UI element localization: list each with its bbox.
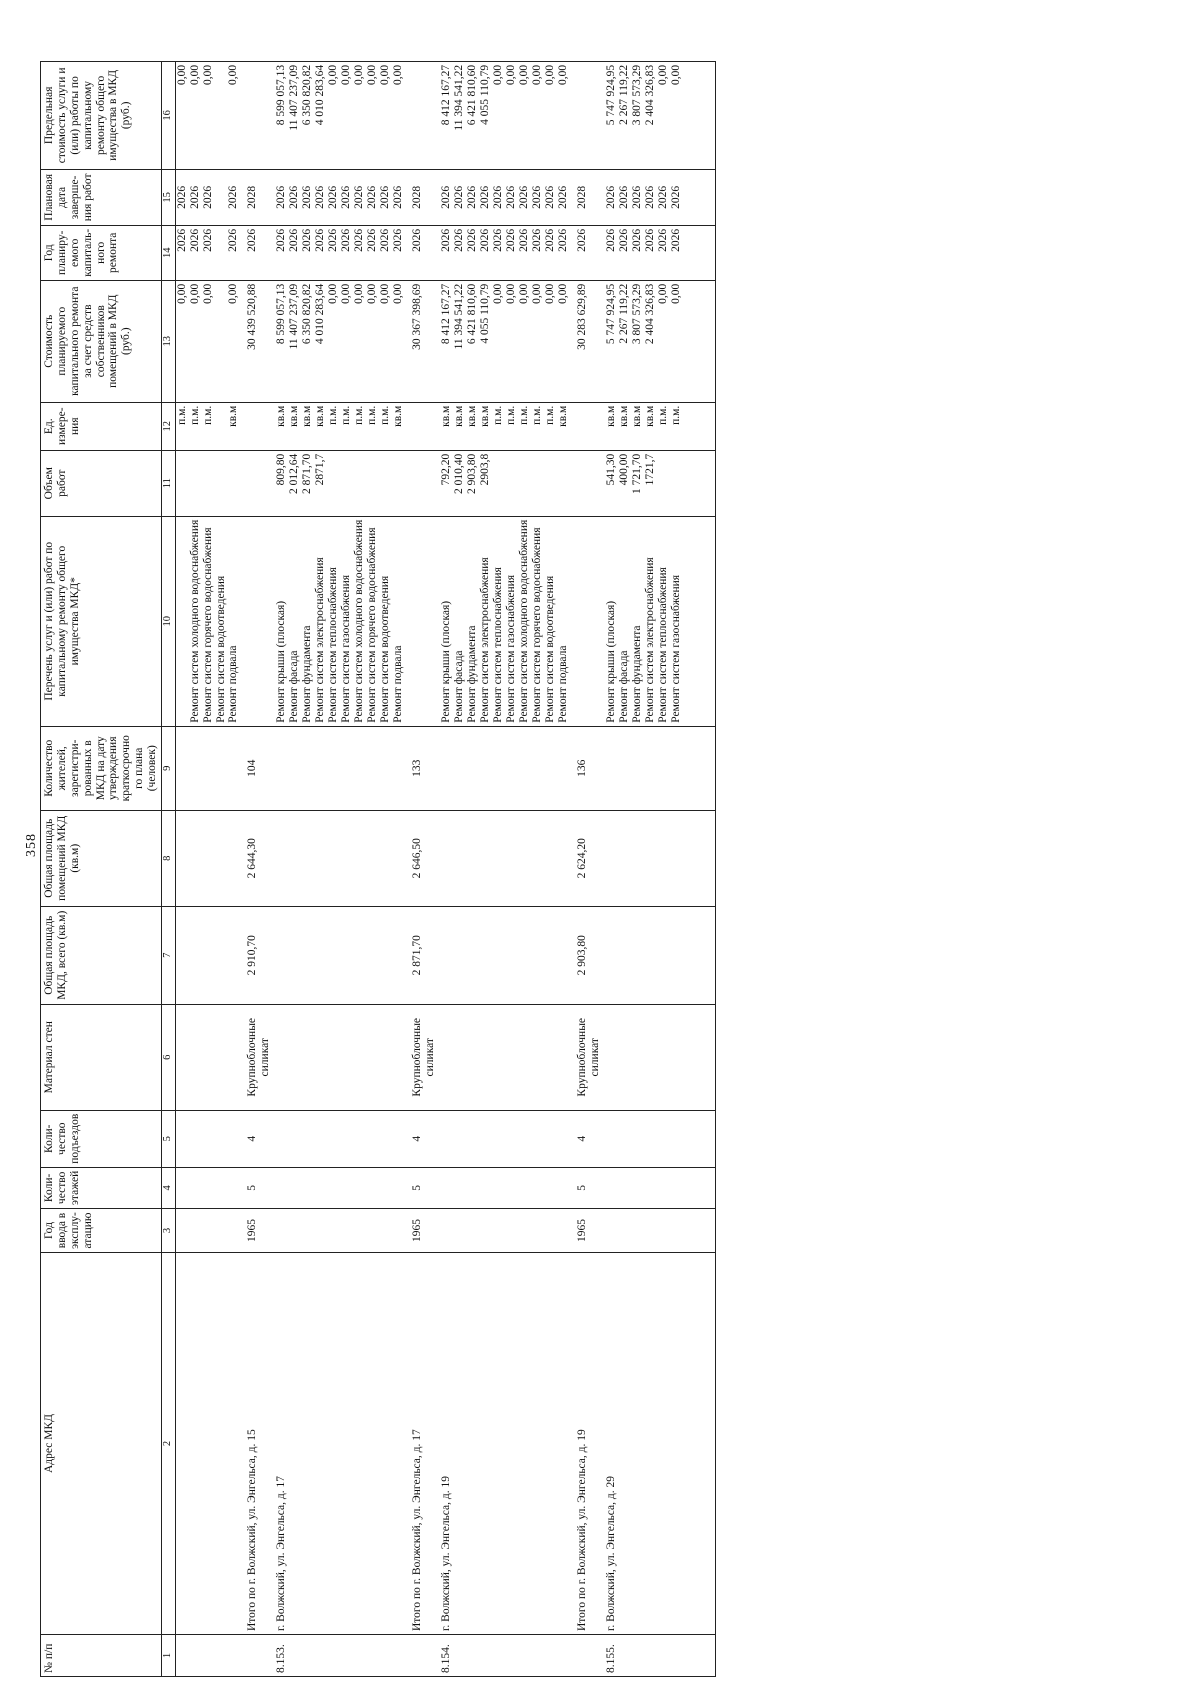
limit-cost: 0,00: [517, 64, 530, 85]
end-date: 2026: [478, 185, 491, 209]
limit-cost: 0,00: [353, 64, 365, 85]
unit: кв.м: [465, 405, 478, 427]
repair-year: 2026: [405, 225, 437, 280]
unit: кв.м: [227, 402, 240, 450]
limit-cost: 8 412 167,27: [439, 64, 452, 126]
work-name: Ремонт фундамента: [465, 625, 478, 723]
end-date: 2026: [604, 185, 617, 209]
repair-year: 2026: [353, 228, 365, 252]
end-date: 2026: [556, 185, 569, 209]
cost: 3 807 573,29: [630, 283, 643, 345]
repair-year: 2026: [379, 228, 391, 252]
work-volume: 2 871,70: [301, 453, 313, 494]
work-row: [215, 61, 228, 1676]
work-volume: 2 903,80: [465, 453, 478, 494]
cost: 4 055 110,79: [478, 283, 491, 344]
area-rooms: 2 624,20: [570, 810, 602, 906]
work-name: Ремонт крыши (плоская): [604, 600, 617, 723]
residents: 133: [405, 726, 437, 810]
unit: п.м.: [327, 405, 339, 425]
repair-year: 2026: [392, 228, 404, 252]
limit-cost: 0,00: [556, 64, 569, 85]
limit-cost: 0,00: [366, 64, 378, 85]
cost: 6 421 810,60: [465, 283, 478, 345]
column-number: 3: [161, 1209, 175, 1253]
work-name: Ремонт систем электроснабжения: [314, 557, 326, 723]
column-number: 10: [161, 516, 175, 726]
unit: кв.м: [314, 405, 326, 427]
column-number: 7: [161, 906, 175, 1004]
unit: кв.м: [630, 405, 643, 427]
limit-cost: 6 421 810,60: [465, 64, 478, 126]
end-date: 2026: [669, 185, 682, 209]
cost: 8 412 167,27: [439, 283, 452, 345]
repair-year: 2026: [604, 228, 617, 252]
cost: 0,00: [353, 283, 365, 304]
residents: 136: [570, 726, 602, 810]
total-label: Итого по г. Волжский, ул. Энгельса, д. 17: [405, 1253, 437, 1635]
total-label: Итого по г. Волжский, ул. Энгельса, д. 15: [240, 1253, 272, 1635]
repair-year: 2026: [669, 228, 682, 252]
limit-cost: 0,00: [656, 64, 669, 85]
work-row: [227, 61, 240, 1676]
end-date: 2026: [327, 185, 339, 209]
header-cell: Общая площадь помещений МКД (кв.м): [41, 810, 162, 906]
residents: 104: [240, 726, 272, 810]
column-number: 6: [161, 1004, 175, 1110]
work-volume: 400,00: [617, 453, 630, 486]
repair-year: 2026: [288, 228, 300, 252]
cost: 0,00: [530, 283, 543, 304]
limit-cost: 0,00: [543, 64, 556, 85]
end-date: 2028: [570, 169, 602, 225]
work-name: Ремонт систем холодного водоснабжения: [189, 516, 202, 726]
repair-year: 2026: [202, 225, 215, 280]
limit-cost: 0,00: [379, 64, 391, 85]
limit-cost: 8 599 057,13: [275, 64, 287, 126]
limit-cost: 0,00: [530, 64, 543, 85]
header-cell: Материал стен: [41, 1004, 162, 1110]
cost: 0,00: [504, 283, 517, 304]
end-date: 2026: [656, 185, 669, 209]
column-number: 8: [161, 810, 175, 906]
work-name: Ремонт систем горячего водоснабжения: [202, 516, 215, 726]
end-date: 2026: [340, 185, 352, 209]
total-row: [405, 61, 437, 1676]
header-cell: Предельная стоимость услуги и (или) работы по капитальному ремонту общего имущества в МКД (руб.): [41, 61, 162, 169]
repair-year: 2026: [491, 228, 504, 252]
work-name: Ремонт систем теплоснабжения: [327, 567, 339, 723]
work-name: Ремонт крыши (плоская): [275, 600, 287, 723]
work-name: Ремонт систем водоотведения: [379, 575, 391, 723]
repair-year: 2026: [366, 228, 378, 252]
repair-year: 2026: [175, 225, 188, 280]
repair-year: 2026: [504, 228, 517, 252]
repair-year: 2026: [452, 228, 465, 252]
unit: кв.м: [452, 405, 465, 427]
unit: п.м.: [530, 405, 543, 425]
column-number: 13: [161, 280, 175, 402]
work-row: [175, 61, 188, 1676]
cost: 2 267 119,22: [617, 283, 630, 344]
cost: 11 407 237,09: [288, 283, 300, 350]
work-volume: 2 012,64: [288, 453, 300, 494]
header-cell: Коли-чество подъездов: [41, 1110, 162, 1167]
area-total: 2 871,70: [405, 906, 437, 1004]
header-cell: Общая площадь МКД, всего (кв.м): [41, 906, 162, 1004]
cost: 0,00: [202, 280, 215, 402]
work-volume: 2 010,40: [452, 453, 465, 494]
limit-cost: 0,00: [491, 64, 504, 85]
end-date: 2028: [240, 169, 272, 225]
cost: 0,00: [175, 280, 188, 402]
area-rooms: 2 644,30: [240, 810, 272, 906]
floors: 5: [570, 1167, 602, 1208]
limit-cost: 0,00: [504, 64, 517, 85]
unit: п.м.: [656, 405, 669, 425]
column-number: 9: [161, 726, 175, 810]
work-name: Ремонт подвала: [392, 645, 404, 723]
work-name: [175, 516, 188, 726]
repair-year: 2026: [556, 228, 569, 252]
end-date: 2026: [491, 185, 504, 209]
capital-repair-table: [40, 61, 716, 1677]
cost: 0,00: [379, 283, 391, 304]
cost: 0,00: [556, 283, 569, 304]
repair-year: 2026: [314, 228, 326, 252]
end-date: 2026: [530, 185, 543, 209]
work-name: Ремонт систем горячего водоснабжения: [530, 527, 543, 723]
unit: п.м.: [504, 405, 517, 425]
column-number: 1: [161, 1635, 175, 1677]
end-date: 2026: [630, 185, 643, 209]
column-number: 12: [161, 402, 175, 450]
column-number: 4: [161, 1167, 175, 1208]
work-volume: 1721,7: [643, 453, 656, 486]
repair-year: 2026: [227, 225, 240, 280]
unit: п.м.: [517, 405, 530, 425]
limit-cost: 11 407 237,09: [288, 64, 300, 131]
unit: кв.м: [392, 405, 404, 427]
work-volume: 541,30: [604, 453, 617, 486]
header-cell: № п/п: [41, 1635, 162, 1677]
work-volume: 1 721,70: [630, 453, 643, 494]
header-row: [41, 61, 162, 1676]
repair-year: 2026: [530, 228, 543, 252]
unit: п.м.: [366, 405, 378, 425]
limit-cost: 0,00: [327, 64, 339, 85]
repair-year: 2026: [570, 225, 602, 280]
limit-cost: 0,00: [392, 64, 404, 85]
work-name: Ремонт фундамента: [630, 625, 643, 723]
work-name: Ремонт систем водоотведения: [543, 575, 556, 723]
end-date: 2026: [465, 185, 478, 209]
house-block: [437, 61, 570, 1676]
repair-year: 2026: [543, 228, 556, 252]
end-date: 2026: [392, 185, 404, 209]
area-rooms: 2 646,50: [405, 810, 437, 906]
cost: 0,00: [366, 283, 378, 304]
work-name: Ремонт систем электроснабжения: [478, 557, 491, 723]
work-name: Ремонт фундамента: [301, 625, 313, 723]
repair-year: 2026: [656, 228, 669, 252]
column-number: 2: [161, 1253, 175, 1635]
work-name: Ремонт систем газоснабжения: [504, 574, 517, 723]
cost: 0,00: [517, 283, 530, 304]
cost: 0,00: [392, 283, 404, 304]
work-name: Ремонт систем газоснабжения: [340, 574, 352, 723]
header-cell: Количество жителей, зарегистри-рованных в МКД на дату утверждения краткосрочно го плана (человек): [41, 726, 162, 810]
end-date: 2026: [314, 185, 326, 209]
floors: 5: [240, 1167, 272, 1208]
end-date: 2026: [301, 185, 313, 209]
work-name: Ремонт систем водоотведения: [215, 516, 228, 726]
cost: 4 010 283,64: [314, 283, 326, 345]
entrances: 4: [405, 1110, 437, 1167]
total-label: Итого по г. Волжский, ул. Энгельса, д. 19: [570, 1253, 602, 1635]
house-address: г. Волжский, ул. Энгельса, д. 29: [602, 1253, 716, 1635]
repair-year: 2026: [465, 228, 478, 252]
cost: 0,00: [656, 283, 669, 304]
cost: 0,00: [669, 283, 682, 304]
page-number: 358: [24, 833, 39, 857]
header-cell: Стоимость планируемого капитального ремонта за счет средств собственников помещений в МКД (руб.): [41, 280, 162, 402]
limit-cost: 11 394 541,22: [452, 64, 465, 131]
header-cell: Перечень услуг и (или) работ по капитальному ремонту общего имущества МКД*: [41, 516, 162, 726]
row-number: 8.155.: [602, 1635, 716, 1677]
work-name: Ремонт систем холодного водоснабжения: [517, 519, 530, 723]
header-cell: Год планиру-емого капиталь-ного ремонта: [41, 225, 162, 280]
limit-cost: 3 807 573,29: [630, 64, 643, 126]
column-number: 11: [161, 450, 175, 516]
wall-material: Крупноблочные силикат: [240, 1004, 272, 1110]
entrances: 4: [570, 1110, 602, 1167]
unit: кв.м: [288, 405, 300, 427]
wall-material: Крупноблочные силикат: [405, 1004, 437, 1110]
floors: 5: [405, 1167, 437, 1208]
end-date: 2026: [643, 185, 656, 209]
total-cost: 30 439 520,88: [240, 280, 272, 402]
unit: п.м.: [669, 405, 682, 425]
repair-year: 2026: [643, 228, 656, 252]
work-name: Ремонт систем холодного водоснабжения: [353, 519, 365, 723]
column-number: 16: [161, 61, 175, 169]
end-date: 2026: [288, 185, 300, 209]
end-date: 2028: [405, 169, 437, 225]
limit-cost: 2 267 119,22: [617, 64, 630, 125]
end-date: 2026: [227, 169, 240, 225]
unit: кв.м: [275, 405, 287, 427]
end-date: 2026: [543, 185, 556, 209]
limit-cost: 0,00: [189, 61, 202, 169]
work-row: [202, 61, 215, 1676]
limit-cost: 4 010 283,64: [314, 64, 326, 126]
total-cost: 30 367 398,69: [405, 280, 437, 402]
limit-cost: 0,00: [227, 61, 240, 169]
repair-year: 2026: [439, 228, 452, 252]
work-volume: 792,20: [439, 453, 452, 486]
cost: 6 350 820,82: [301, 283, 313, 345]
limit-cost: 0,00: [340, 64, 352, 85]
work-volume: 2903,8: [478, 453, 491, 486]
end-date: 2026: [379, 185, 391, 209]
repair-year: 2026: [189, 225, 202, 280]
cost: 0,00: [491, 283, 504, 304]
limit-cost: 5 747 924,95: [604, 64, 617, 126]
end-date: 2026: [275, 185, 287, 209]
house-block: [272, 61, 405, 1676]
entrances: 4: [240, 1110, 272, 1167]
end-date: 2026: [189, 169, 202, 225]
cost: 0,00: [543, 283, 556, 304]
repair-year: 2026: [630, 228, 643, 252]
area-total: 2 903,80: [570, 906, 602, 1004]
cost: 5 747 924,95: [604, 283, 617, 345]
repair-year: 2026: [478, 228, 491, 252]
repair-year: 2026: [301, 228, 313, 252]
work-volume: 2871,7: [314, 453, 326, 486]
work-name: Ремонт фасада: [617, 650, 630, 723]
cost: 0,00: [189, 280, 202, 402]
work-name: Ремонт систем теплоснабжения: [656, 567, 669, 723]
repair-year: 2026: [617, 228, 630, 252]
header-cell: Плановая дата заверше-ния работ: [41, 169, 162, 225]
column-number-row: [161, 61, 175, 1676]
end-date: 2026: [366, 185, 378, 209]
unit: кв.м: [604, 405, 617, 427]
house-address: г. Волжский, ул. Энгельса, д. 17: [272, 1253, 405, 1635]
end-date: 2026: [202, 169, 215, 225]
repair-year: 2026: [340, 228, 352, 252]
header-cell: Коли-чество этажей: [41, 1167, 162, 1208]
cost: 8 599 057,13: [275, 283, 287, 345]
total-row: [570, 61, 602, 1676]
area-total: 2 910,70: [240, 906, 272, 1004]
limit-cost: 0,00: [669, 64, 682, 85]
work-name: Ремонт систем горячего водоснабжения: [366, 527, 378, 723]
house-address: г. Волжский, ул. Энгельса, д. 19: [437, 1253, 570, 1635]
year-built: 1965: [240, 1209, 272, 1253]
end-date: 2026: [452, 185, 465, 209]
unit: п.м.: [175, 402, 188, 450]
unit: п.м.: [379, 405, 391, 425]
work-volume: 809,80: [275, 453, 287, 486]
work-name: Ремонт подвала: [556, 645, 569, 723]
end-date: 2026: [517, 185, 530, 209]
column-number: 5: [161, 1110, 175, 1167]
row-number: 8.154.: [437, 1635, 570, 1677]
work-name: Ремонт систем электроснабжения: [643, 557, 656, 723]
work-name: Ремонт фасада: [452, 650, 465, 723]
work-name: Ремонт фасада: [288, 650, 300, 723]
end-date: 2026: [353, 185, 365, 209]
cost: 0,00: [340, 283, 352, 304]
limit-cost: 6 350 820,82: [301, 64, 313, 126]
cost: 0,00: [327, 283, 339, 304]
header-cell: Ед. измере-ния: [41, 402, 162, 450]
house-block: [602, 61, 716, 1676]
limit-cost: 4 055 110,79: [478, 64, 491, 125]
repair-year: 2026: [327, 228, 339, 252]
total-row: [240, 61, 272, 1676]
end-date: 2026: [504, 185, 517, 209]
unit: п.м.: [543, 405, 556, 425]
limit-cost: 2 404 326,83: [643, 64, 656, 126]
repair-year: 2026: [517, 228, 530, 252]
work-row: [189, 61, 202, 1676]
limit-cost: 0,00: [175, 61, 188, 169]
column-number: 14: [161, 225, 175, 280]
year-built: 1965: [405, 1209, 437, 1253]
unit: п.м.: [202, 402, 215, 450]
unit: кв.м: [478, 405, 491, 427]
repair-year: 2026: [240, 225, 272, 280]
unit: кв.м: [301, 405, 313, 427]
work-name: Ремонт подвала: [227, 516, 240, 726]
unit: п.м.: [340, 405, 352, 425]
cost: 0,00: [227, 280, 240, 402]
header-cell: Объем работ: [41, 450, 162, 516]
limit-cost: 0,00: [202, 61, 215, 169]
work-name: Ремонт крыши (плоская): [439, 600, 452, 723]
unit: п.м.: [491, 405, 504, 425]
work-name: Ремонт систем газоснабжения: [669, 574, 682, 723]
header-cell: Адрес МКД: [41, 1253, 162, 1635]
year-built: 1965: [570, 1209, 602, 1253]
unit: кв.м: [643, 405, 656, 427]
repair-year: 2026: [275, 228, 287, 252]
unit: п.м.: [353, 405, 365, 425]
unit: п.м.: [189, 402, 202, 450]
unit: кв.м: [617, 405, 630, 427]
unit: кв.м: [556, 405, 569, 427]
column-number: 15: [161, 169, 175, 225]
cost: 2 404 326,83: [643, 283, 656, 345]
wall-material: Крупноблочные силикат: [570, 1004, 602, 1110]
unit: кв.м: [439, 405, 452, 427]
header-cell: Год ввода в эксплу-атацию: [41, 1209, 162, 1253]
end-date: 2026: [617, 185, 630, 209]
end-date: 2026: [439, 185, 452, 209]
end-date: 2026: [175, 169, 188, 225]
cost: 11 394 541,22: [452, 283, 465, 350]
row-number: 8.153.: [272, 1635, 405, 1677]
work-name: Ремонт систем теплоснабжения: [491, 567, 504, 723]
total-cost: 30 283 629,89: [570, 280, 602, 402]
